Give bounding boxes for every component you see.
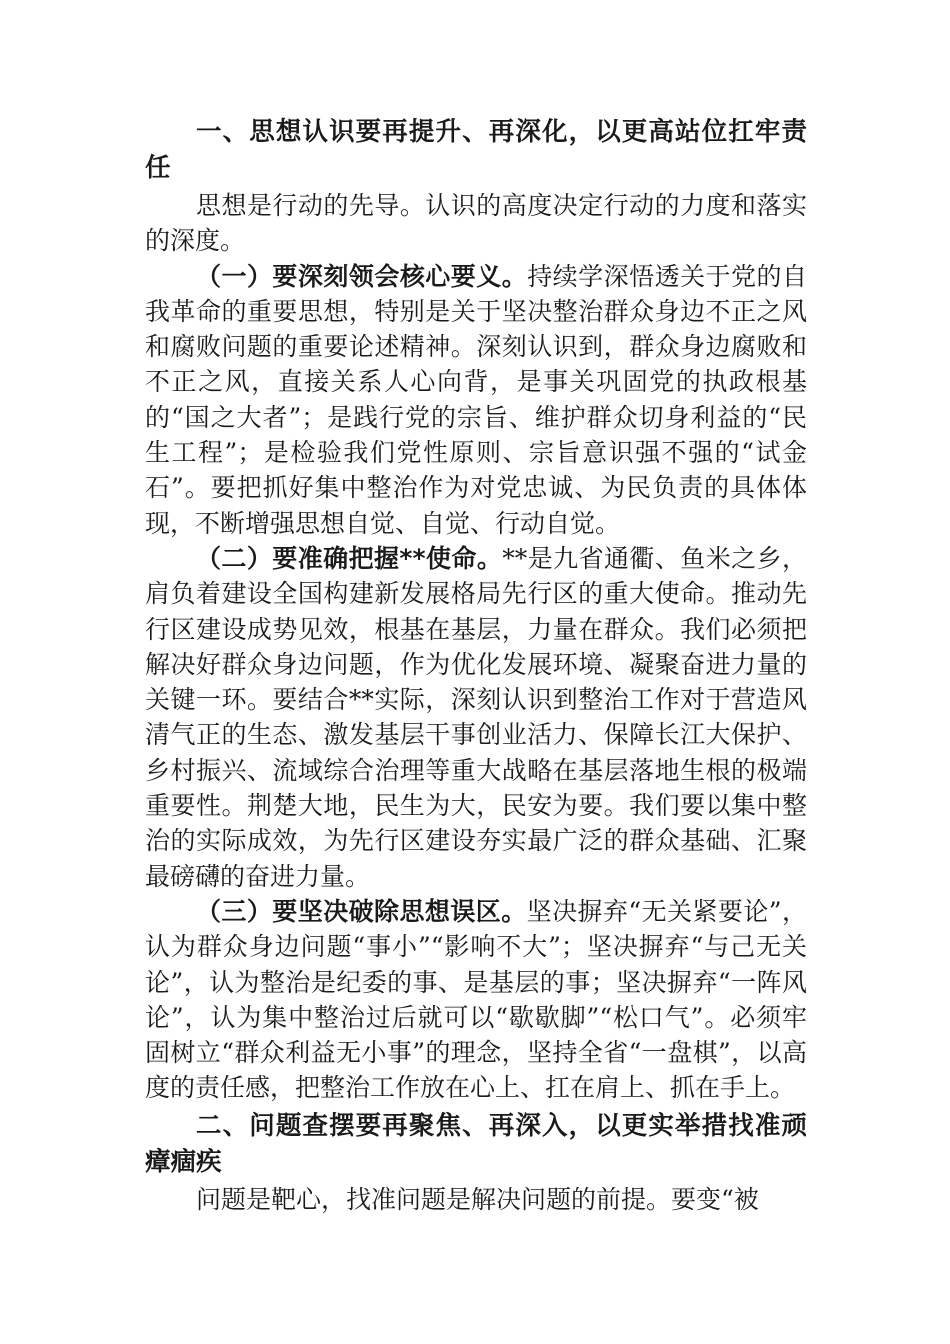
subsection-paragraph — [145, 259, 807, 541]
subsection-text: 坚决摒弃“无关紧要论”，认为群众身边问题“事小”“影响不大”；坚决摒弃“与己无关论”，认为整治是纪委的事、是基层的事；坚决摒弃“一阵风论”，认为集中整治过后就可以“歇歇脚”“松口气”。必须牢固树立“群众利益无小事”的理念，坚持全省“一盘棋”，以高度的责任感，把整治工作放在心上、扛在肩上、抓在手上。 — [145, 896, 807, 1103]
subsection-paragraph — [145, 541, 807, 894]
subsection-lead: （三）要坚决破除思想误区。 — [196, 896, 527, 926]
section-heading: 一、思想认识要再提升、再深化，以更高站位扛牢责任 — [145, 117, 807, 183]
subsection-paragraph — [145, 894, 807, 1106]
subsection-text: 持续学深悟透关于党的自我革命的重要思想，特别是关于坚决整治群众身边不正之风和腐败问题的重要论述精神。深刻认识到，群众身边腐败和不正之风，直接关系人心向背，是事关巩固党的执政根基的“国之大者”；是践行党的宗旨、维护群众切身利益的“民生工程”；是检验我们党性原则、宗旨意识强不强的“试金石”。要把抓好集中整治作为对党忠诚、为民负责的具体体现，不断增强思想自觉、自觉、行动自觉。 — [145, 261, 807, 538]
subsection-lead: （一）要深刻领会核心要义。 — [196, 261, 528, 291]
subsection-lead: （二）要准确把握**使命。 — [196, 543, 503, 573]
section-intro: 思想是行动的先导。认识的高度决定行动的力度和落实的深度。 — [145, 191, 807, 256]
subsection-text: **是九省通衢、鱼米之乡，肩负着建设全国构建新发展格局先行区的重大使命。推动先行区建设成势见效，根基在基层，力量在群众。我们必须把解决好群众身边问题，作为优化发展环境、凝聚奋进力量的关键一环。要结合**实际，深刻认识到整治工作对于营造风清气正的生态、激发基层干事创业活力、保障长江大保护、乡村振兴、流域综合治理等重大战略在基层落地生根的极端重要性。荆楚大地，民生为大，民安为要。我们要以集中整治的实际成效，为先行区建设夯实最广泛的群众基础、汇聚最磅礴的奋进力量。 — [145, 543, 807, 891]
section-intro: 问题是靶心，找准问题是解决问题的前提。要变“被 — [196, 1184, 759, 1214]
document-page — [145, 112, 807, 1217]
section-heading: 二、问题查摆要再聚焦、再深入，以更实举措找准顽瘴痼疾 — [145, 1110, 807, 1177]
